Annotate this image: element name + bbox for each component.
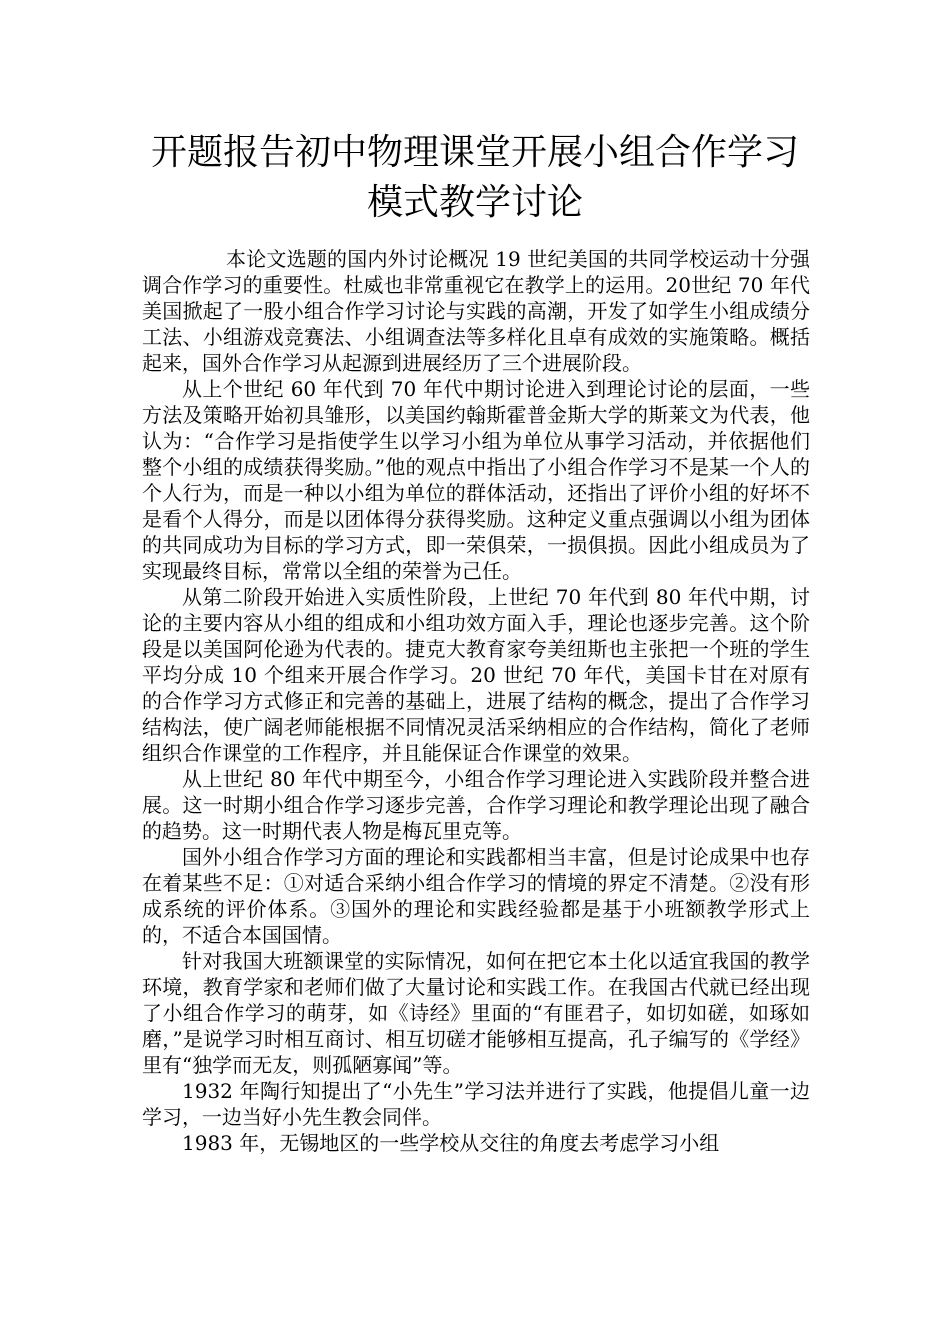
- document-title: [140, 128, 810, 228]
- paragraph: 从第二阶段开始进入实质性阶段，上世纪 70 年代到 80 年代中期，讨论的主要内容从小组的组成和小组功效方面入手，理论也逐步完善。这个阶段是以美国阿伦逊为代表的。捷克大教育家夸美纽斯也主张把一个班的学生平均分成 10 个组来开展合作学习。20 世纪 70 年代，美国卡甘在对原有的合作学习方式修正和完善的基础上，进展了结构的概念，提出了合作学习结构法，使广阔老师能根据不同情况灵活采纳相应的合作结构，简化了老师组织合作课堂的工作程序，并且能保证合作课堂的效果。: [142, 585, 810, 765]
- paragraph: 从上世纪 80 年代中期至今，小组合作学习理论进入实践阶段并整合进展。这一时期小组合作学习逐步完善，合作学习理论和教学理论出现了融合的趋势。这一时期代表人物是梅瓦里克等。: [142, 767, 810, 843]
- title-line-2: 模式教学讨论: [366, 182, 583, 223]
- paragraph: 针对我国大班额课堂的实际情况，如何在把它本土化以适宜我国的教学环境，教育学家和老师们做了大量讨论和实践工作。在我国古代就已经出现了小组合作学习的萌芽，如《诗经》里面的“有匪君子，如切如磋，如琢如磨，”是说学习时相互商讨、相互切磋才能够相互提高，孔子编写的《学经》里有“独学而无友，则孤陋寡闻”等。: [142, 949, 810, 1077]
- paragraph: 从上个世纪 60 年代到 70 年代中期讨论进入到理论讨论的层面，一些方法及策略开始初具雏形，以美国约翰斯霍普金斯大学的斯莱文为代表，他认为：“合作学习是指使学生以学习小组为单位从事学习活动，并依据他们整个小组的成绩获得奖励。”他的观点中指出了小组合作学习不是某一个人的个人行为，而是一种以小组为单位的群体活动，还指出了评价小组的好坏不是看个人得分，而是以团体得分获得奖励。这种定义重点强调以小组为团体的共同成功为目标的学习方式，即一荣俱荣，一损俱损。因此小组成员为了实现最终目标，常常以全组的荣誉为己任。: [142, 377, 810, 583]
- paragraph: 1932 年陶行知提出了“小先生”学习法并进行了实践，他提倡儿童一边学习，一边当好小先生教会同伴。: [142, 1079, 810, 1129]
- document-body: [142, 246, 810, 1156]
- title-line-1: 开题报告初中物理课堂开展小组合作学习: [150, 132, 799, 173]
- paragraph: 国外小组合作学习方面的理论和实践都相当丰富，但是讨论成果中也存在着某些不足：①对适合采纳小组合作学习的情境的界定不清楚。②没有形成系统的评价体系。③国外的理论和实践经验都是基于小班额教学形式上的，不适合本国国情。: [142, 845, 810, 947]
- paragraph: 1983 年，无锡地区的一些学校从交往的角度去考虑学习小组: [182, 1131, 720, 1155]
- paragraph: 本论文选题的国内外讨论概况 19 世纪美国的共同学校运动十分强调合作学习的重要性。杜威也非常重视它在教学上的运用。20世纪 70 年代美国掀起了一股小组合作学习讨论与实践的高潮，开发了如学生小组成绩分工法、小组游戏竞赛法、小组调查法等多样化且卓有成效的实施策略。概括起来，国外合作学习从起源到进展经历了三个进展阶段。: [142, 247, 810, 375]
